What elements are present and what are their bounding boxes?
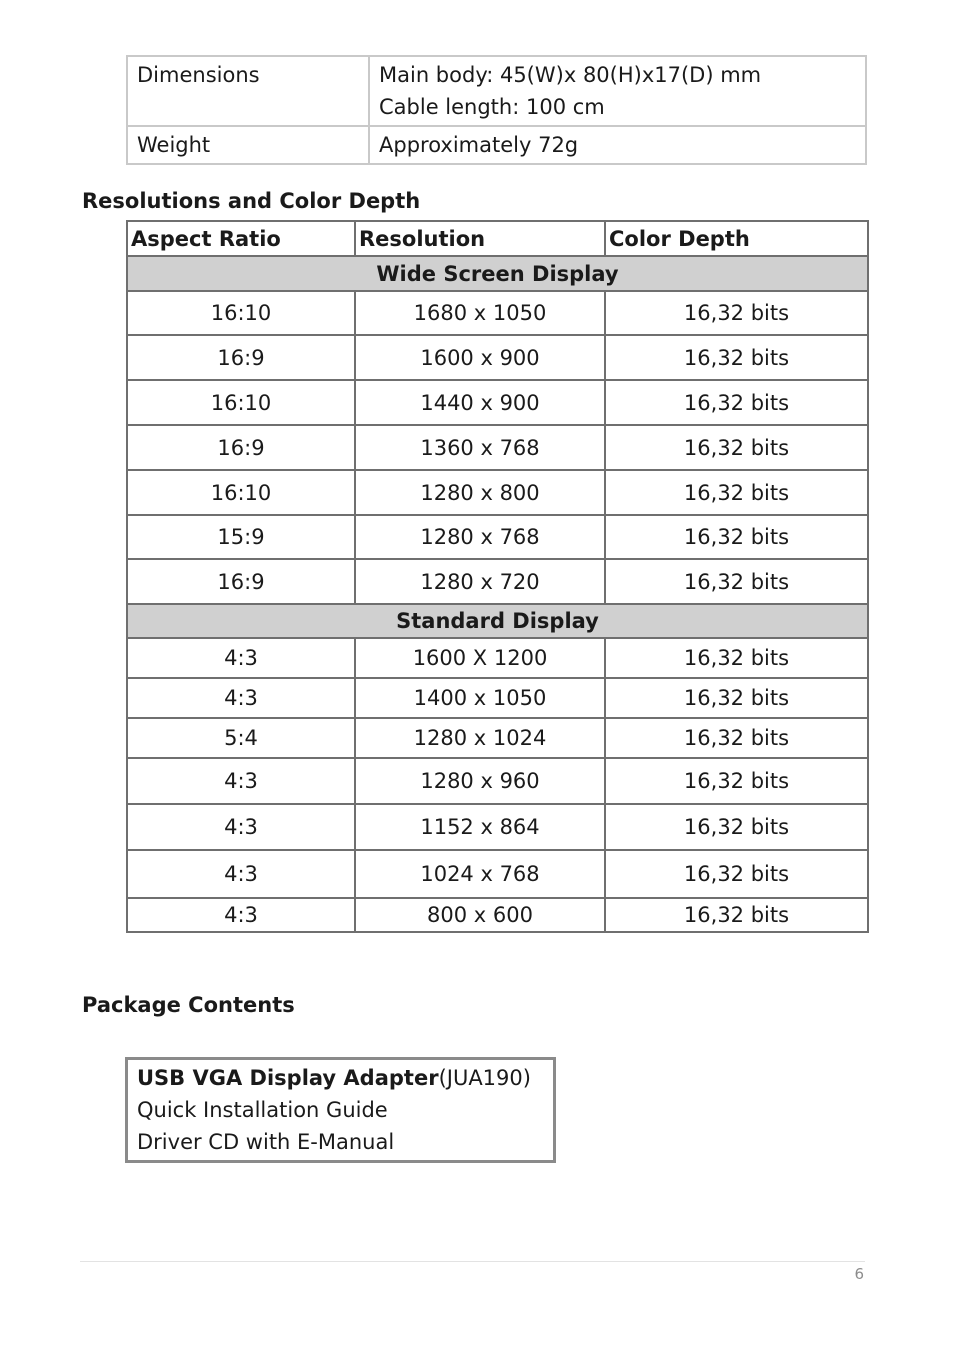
table-row bbox=[127, 425, 868, 470]
package-item: Quick Installation Guide bbox=[137, 1098, 388, 1122]
spec-label: Dimensions bbox=[127, 56, 369, 126]
resolution-cell: 1280 x 720 bbox=[355, 559, 605, 604]
package-item bbox=[137, 1062, 553, 1094]
color-depth-cell: 16,32 bits bbox=[605, 470, 868, 515]
spec-value: Approximately 72g bbox=[369, 126, 866, 164]
page-number: 6 bbox=[854, 1265, 864, 1283]
section-title: Wide Screen Display bbox=[127, 256, 868, 291]
section-row-standard bbox=[127, 604, 868, 638]
resolution-cell: 1680 x 1050 bbox=[355, 291, 605, 335]
package-item: Driver CD with E-Manual bbox=[137, 1130, 395, 1154]
resolution-cell: 1280 x 1024 bbox=[355, 718, 605, 758]
color-depth-cell: 16,32 bits bbox=[605, 678, 868, 718]
resolution-cell: 1280 x 800 bbox=[355, 470, 605, 515]
table-row bbox=[127, 291, 868, 335]
aspect-ratio-cell: 4:3 bbox=[127, 804, 355, 850]
section-row-wide bbox=[127, 256, 868, 291]
table-row bbox=[127, 380, 868, 425]
aspect-ratio-cell: 15:9 bbox=[127, 515, 355, 559]
wide-rows bbox=[127, 291, 868, 604]
spec-row-dimensions bbox=[127, 56, 866, 126]
resolution-cell: 1152 x 864 bbox=[355, 804, 605, 850]
spec-value-line: Main body: 45(W)x 80(H)x17(D) mm bbox=[379, 63, 762, 87]
spec-table bbox=[126, 55, 867, 165]
column-header: Color Depth bbox=[605, 221, 868, 256]
spec-value bbox=[369, 56, 866, 126]
color-depth-cell: 16,32 bits bbox=[605, 718, 868, 758]
footer-divider bbox=[80, 1261, 865, 1262]
package-heading: Package Contents bbox=[82, 993, 295, 1017]
aspect-ratio-cell: 16:9 bbox=[127, 559, 355, 604]
resolution-table bbox=[126, 220, 869, 933]
color-depth-cell: 16,32 bits bbox=[605, 638, 868, 678]
resolutions-heading: Resolutions and Color Depth bbox=[82, 189, 421, 213]
table-row bbox=[127, 850, 868, 898]
color-depth-cell: 16,32 bits bbox=[605, 291, 868, 335]
column-header: Resolution bbox=[355, 221, 605, 256]
package-item-model: (JUA190) bbox=[438, 1066, 531, 1090]
color-depth-cell: 16,32 bits bbox=[605, 758, 868, 804]
table-row bbox=[127, 718, 868, 758]
spec-value-line: Cable length: 100 cm bbox=[379, 95, 605, 119]
table-row bbox=[127, 470, 868, 515]
aspect-ratio-cell: 4:3 bbox=[127, 850, 355, 898]
color-depth-cell: 16,32 bits bbox=[605, 559, 868, 604]
color-depth-cell: 16,32 bits bbox=[605, 380, 868, 425]
table-header-row bbox=[127, 221, 868, 256]
aspect-ratio-cell: 16:10 bbox=[127, 380, 355, 425]
color-depth-cell: 16,32 bits bbox=[605, 804, 868, 850]
aspect-ratio-cell: 16:10 bbox=[127, 470, 355, 515]
resolution-cell: 1400 x 1050 bbox=[355, 678, 605, 718]
color-depth-cell: 16,32 bits bbox=[605, 335, 868, 380]
aspect-ratio-cell: 16:9 bbox=[127, 425, 355, 470]
spec-label: Weight bbox=[127, 126, 369, 164]
table-row bbox=[127, 898, 868, 932]
column-header: Aspect Ratio bbox=[127, 221, 355, 256]
resolution-cell: 1280 x 768 bbox=[355, 515, 605, 559]
table-row bbox=[127, 638, 868, 678]
color-depth-cell: 16,32 bits bbox=[605, 898, 868, 932]
standard-rows bbox=[127, 638, 868, 932]
table-row bbox=[127, 515, 868, 559]
resolution-cell: 1024 x 768 bbox=[355, 850, 605, 898]
aspect-ratio-cell: 4:3 bbox=[127, 898, 355, 932]
table-row bbox=[127, 804, 868, 850]
aspect-ratio-cell: 4:3 bbox=[127, 758, 355, 804]
package-item-name: USB VGA Display Adapter bbox=[137, 1066, 439, 1090]
aspect-ratio-cell: 16:9 bbox=[127, 335, 355, 380]
color-depth-cell: 16,32 bits bbox=[605, 850, 868, 898]
table-row bbox=[127, 335, 868, 380]
spec-row-weight bbox=[127, 126, 866, 164]
section-title: Standard Display bbox=[127, 604, 868, 638]
aspect-ratio-cell: 4:3 bbox=[127, 638, 355, 678]
resolution-cell: 1600 X 1200 bbox=[355, 638, 605, 678]
aspect-ratio-cell: 4:3 bbox=[127, 678, 355, 718]
resolution-cell: 800 x 600 bbox=[355, 898, 605, 932]
aspect-ratio-cell: 16:10 bbox=[127, 291, 355, 335]
color-depth-cell: 16,32 bits bbox=[605, 425, 868, 470]
resolution-cell: 1360 x 768 bbox=[355, 425, 605, 470]
table-row bbox=[127, 678, 868, 718]
aspect-ratio-cell: 5:4 bbox=[127, 718, 355, 758]
resolution-cell: 1280 x 960 bbox=[355, 758, 605, 804]
color-depth-cell: 16,32 bits bbox=[605, 515, 868, 559]
table-row bbox=[127, 559, 868, 604]
package-contents-box bbox=[125, 1057, 556, 1163]
resolution-cell: 1600 x 900 bbox=[355, 335, 605, 380]
table-row bbox=[127, 758, 868, 804]
resolution-cell: 1440 x 900 bbox=[355, 380, 605, 425]
